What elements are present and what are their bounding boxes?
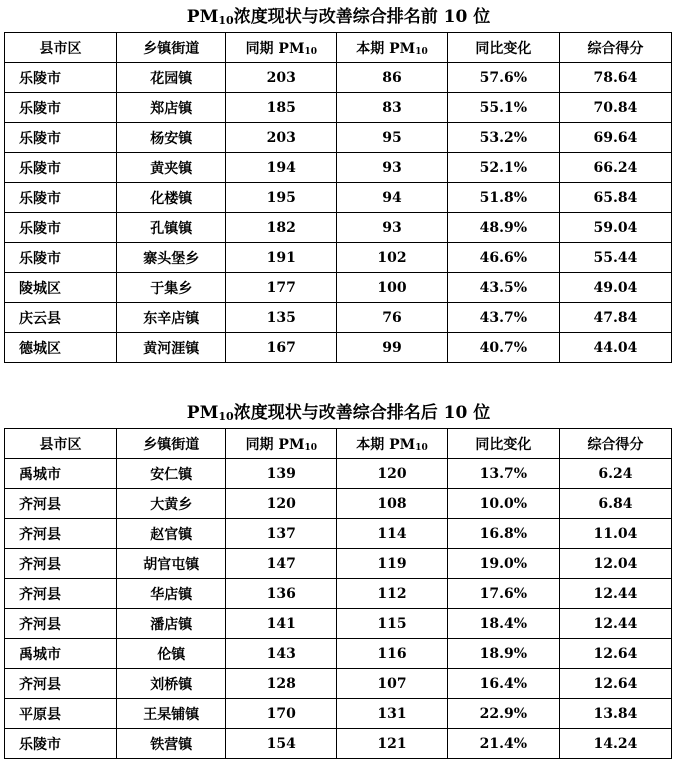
current-pm10-cell: 120 (337, 459, 448, 489)
table-row (5, 699, 672, 729)
score-cell: 6.84 (559, 489, 671, 519)
county-cell: 乐陵市 (5, 183, 117, 213)
county-cell: 乐陵市 (5, 729, 117, 759)
current-pm10-cell: 115 (337, 609, 448, 639)
table-row (5, 153, 672, 183)
table-row (5, 213, 672, 243)
county-cell: 乐陵市 (5, 93, 117, 123)
county-cell: 陵城区 (5, 273, 117, 303)
change-cell: 10.0% (447, 489, 559, 519)
change-cell: 18.9% (447, 639, 559, 669)
score-cell: 59.04 (559, 213, 671, 243)
current-pm10-cell: 114 (337, 519, 448, 549)
prior-pm10-cell: 139 (226, 459, 337, 489)
town-cell: 寨头堡乡 (117, 243, 226, 273)
score-cell: 13.84 (559, 699, 671, 729)
table-row (5, 549, 672, 579)
current-pm10-cell: 107 (337, 669, 448, 699)
change-cell: 43.7% (447, 303, 559, 333)
title-prefix: PM (186, 7, 219, 27)
current-pm10-cell: 76 (337, 303, 448, 333)
score-cell: 55.44 (559, 243, 671, 273)
header-change: 同比变化 (447, 33, 559, 63)
header-score: 综合得分 (559, 429, 671, 459)
table-row (5, 579, 672, 609)
table-row (5, 183, 672, 213)
prior-pm10-cell: 167 (226, 333, 337, 363)
score-cell: 12.64 (559, 639, 671, 669)
current-pm10-cell: 131 (337, 699, 448, 729)
score-cell: 11.04 (559, 519, 671, 549)
county-cell: 乐陵市 (5, 243, 117, 273)
change-cell: 17.6% (447, 579, 559, 609)
score-cell: 6.24 (559, 459, 671, 489)
score-cell: 12.44 (559, 609, 671, 639)
table-row (5, 729, 672, 759)
current-pm10-cell: 93 (337, 213, 448, 243)
current-pm10-cell: 94 (337, 183, 448, 213)
county-cell: 齐河县 (5, 519, 117, 549)
title-text: 浓度现状与改善综合排名后 10 位 (233, 403, 491, 423)
header-prior-pm10: 同期 $PM_{10}$ (226, 33, 337, 63)
title-prefix: PM (186, 403, 219, 423)
current-pm10-cell: 95 (337, 123, 448, 153)
town-cell: 伦镇 (117, 639, 226, 669)
current-pm10-cell: 99 (337, 333, 448, 363)
bottom-table-title (0, 402, 677, 424)
score-cell: 12.04 (559, 549, 671, 579)
county-cell: 齐河县 (5, 609, 117, 639)
current-pm10-cell: 112 (337, 579, 448, 609)
header-current-pm10: 本期 $PM_{10}$ (337, 429, 448, 459)
score-cell: 69.64 (559, 123, 671, 153)
town-cell: 郑店镇 (117, 93, 226, 123)
county-cell: 齐河县 (5, 489, 117, 519)
prior-pm10-cell: 154 (226, 729, 337, 759)
table-row (5, 489, 672, 519)
county-cell: 德城区 (5, 333, 117, 363)
county-cell: 禹城市 (5, 459, 117, 489)
prior-pm10-cell: 170 (226, 699, 337, 729)
prior-pm10-cell: 203 (226, 123, 337, 153)
town-cell: 胡官屯镇 (117, 549, 226, 579)
bottom-ranking-table (4, 428, 672, 759)
town-cell: 黄夹镇 (117, 153, 226, 183)
prior-pm10-cell: 182 (226, 213, 337, 243)
current-pm10-cell: 93 (337, 153, 448, 183)
prior-pm10-cell: 120 (226, 489, 337, 519)
change-cell: 48.9% (447, 213, 559, 243)
title-subscript: 10 (218, 410, 234, 423)
county-cell: 齐河县 (5, 549, 117, 579)
county-cell: 乐陵市 (5, 153, 117, 183)
county-cell: 乐陵市 (5, 63, 117, 93)
change-cell: 18.4% (447, 609, 559, 639)
score-cell: 12.44 (559, 579, 671, 609)
town-cell: 铁营镇 (117, 729, 226, 759)
county-cell: 齐河县 (5, 579, 117, 609)
prior-pm10-cell: 147 (226, 549, 337, 579)
score-cell: 44.04 (559, 333, 671, 363)
table-row (5, 63, 672, 93)
town-cell: 赵官镇 (117, 519, 226, 549)
score-cell: 78.64 (559, 63, 671, 93)
town-cell: 安仁镇 (117, 459, 226, 489)
table-row (5, 123, 672, 153)
prior-pm10-cell: 195 (226, 183, 337, 213)
change-cell: 51.8% (447, 183, 559, 213)
town-cell: 于集乡 (117, 273, 226, 303)
score-cell: 70.84 (559, 93, 671, 123)
prior-pm10-cell: 177 (226, 273, 337, 303)
current-pm10-cell: 121 (337, 729, 448, 759)
score-cell: 65.84 (559, 183, 671, 213)
town-cell: 大黄乡 (117, 489, 226, 519)
change-cell: 22.9% (447, 699, 559, 729)
prior-pm10-cell: 136 (226, 579, 337, 609)
table-row (5, 669, 672, 699)
header-score: 综合得分 (559, 33, 671, 63)
town-cell: 黄河涯镇 (117, 333, 226, 363)
county-cell: 齐河县 (5, 669, 117, 699)
title-text: 浓度现状与改善综合排名前 10 位 (233, 7, 491, 27)
score-cell: 12.64 (559, 669, 671, 699)
prior-pm10-cell: 194 (226, 153, 337, 183)
table-row (5, 639, 672, 669)
town-cell: 华店镇 (117, 579, 226, 609)
title-subscript: 10 (218, 14, 234, 27)
change-cell: 53.2% (447, 123, 559, 153)
header-prior-pm10: 同期 $PM_{10}$ (226, 429, 337, 459)
county-cell: 禹城市 (5, 639, 117, 669)
header-row (5, 429, 672, 459)
score-cell: 49.04 (559, 273, 671, 303)
current-pm10-cell: 108 (337, 489, 448, 519)
county-cell: 乐陵市 (5, 123, 117, 153)
prior-pm10-cell: 137 (226, 519, 337, 549)
top-table-title (0, 6, 677, 28)
current-pm10-cell: 86 (337, 63, 448, 93)
table-row (5, 303, 672, 333)
town-cell: 孔镇镇 (117, 213, 226, 243)
header-change: 同比变化 (447, 429, 559, 459)
change-cell: 19.0% (447, 549, 559, 579)
header-subscript: 10 (304, 442, 317, 453)
header-county: 县市区 (5, 33, 117, 63)
town-cell: 杨安镇 (117, 123, 226, 153)
header-town: 乡镇街道 (117, 33, 226, 63)
header-subscript: 10 (415, 442, 428, 453)
town-cell: 花园镇 (117, 63, 226, 93)
change-cell: 52.1% (447, 153, 559, 183)
prior-pm10-cell: 143 (226, 639, 337, 669)
table-row (5, 333, 672, 363)
header-current-pm10: 本期 $PM_{10}$ (337, 33, 448, 63)
current-pm10-cell: 116 (337, 639, 448, 669)
header-subscript: 10 (415, 46, 428, 57)
change-cell: 55.1% (447, 93, 559, 123)
change-cell: 40.7% (447, 333, 559, 363)
county-cell: 乐陵市 (5, 213, 117, 243)
prior-pm10-cell: 191 (226, 243, 337, 273)
prior-pm10-cell: 135 (226, 303, 337, 333)
prior-pm10-cell: 203 (226, 63, 337, 93)
prior-pm10-cell: 141 (226, 609, 337, 639)
table-row (5, 609, 672, 639)
header-town: 乡镇街道 (117, 429, 226, 459)
town-cell: 东辛店镇 (117, 303, 226, 333)
current-pm10-cell: 83 (337, 93, 448, 123)
prior-pm10-cell: 128 (226, 669, 337, 699)
current-pm10-cell: 119 (337, 549, 448, 579)
table-row (5, 243, 672, 273)
change-cell: 21.4% (447, 729, 559, 759)
change-cell: 13.7% (447, 459, 559, 489)
county-cell: 庆云县 (5, 303, 117, 333)
table-row (5, 519, 672, 549)
change-cell: 16.4% (447, 669, 559, 699)
header-county: 县市区 (5, 429, 117, 459)
current-pm10-cell: 102 (337, 243, 448, 273)
current-pm10-cell: 100 (337, 273, 448, 303)
change-cell: 43.5% (447, 273, 559, 303)
town-cell: 刘桥镇 (117, 669, 226, 699)
county-cell: 平原县 (5, 699, 117, 729)
score-cell: 14.24 (559, 729, 671, 759)
table-row (5, 273, 672, 303)
prior-pm10-cell: 185 (226, 93, 337, 123)
town-cell: 王杲铺镇 (117, 699, 226, 729)
change-cell: 46.6% (447, 243, 559, 273)
header-subscript: 10 (304, 46, 317, 57)
change-cell: 57.6% (447, 63, 559, 93)
header-row (5, 33, 672, 63)
town-cell: 化楼镇 (117, 183, 226, 213)
score-cell: 47.84 (559, 303, 671, 333)
top-ranking-table (4, 32, 672, 363)
town-cell: 潘店镇 (117, 609, 226, 639)
change-cell: 16.8% (447, 519, 559, 549)
table-row (5, 93, 672, 123)
score-cell: 66.24 (559, 153, 671, 183)
table-row (5, 459, 672, 489)
